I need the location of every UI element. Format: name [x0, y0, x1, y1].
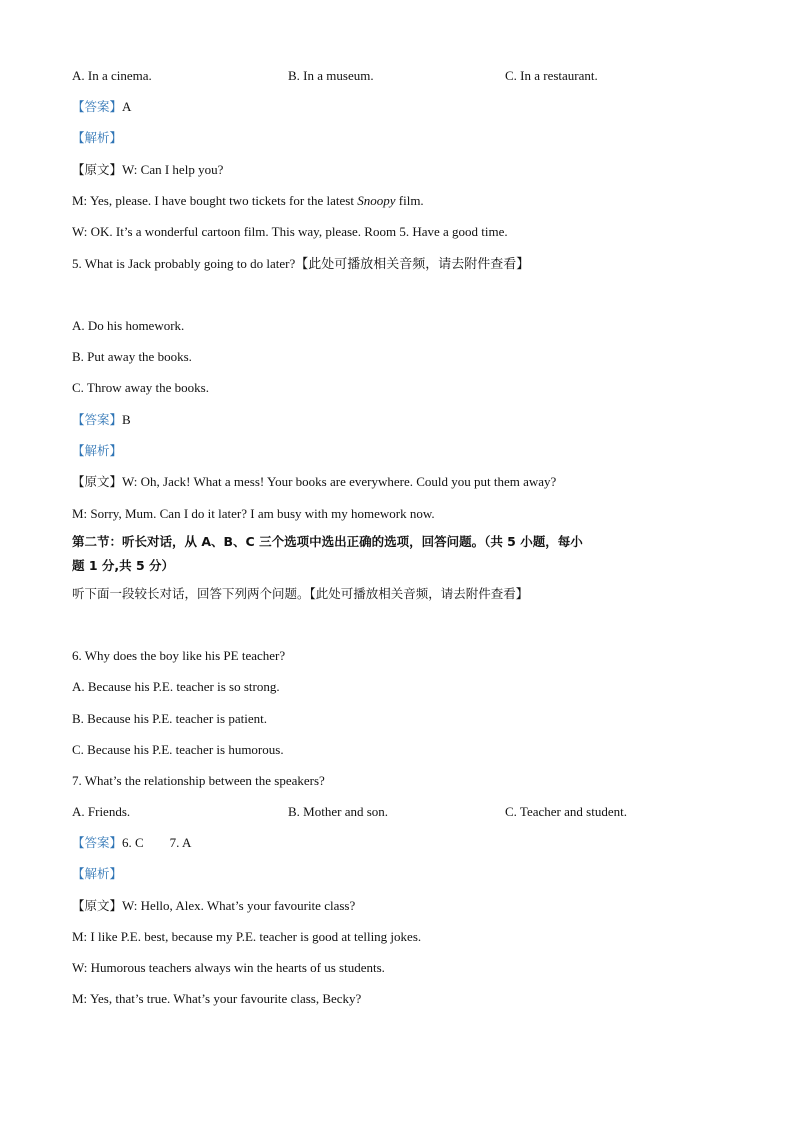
q5-question: 5. What is Jack probably going to do later?【此处可播放相关音频，请去附件查看】 — [72, 256, 530, 271]
q5-script-line2: M: Sorry, Mum. Can I do it later? I am busy with my homework now. — [72, 506, 435, 521]
q5-option-a: A. Do his homework. — [72, 318, 185, 333]
answer-value: 6. C 7. A — [122, 835, 192, 850]
answer-value: B — [122, 412, 131, 427]
q4-script-line1: 【原文】W: Can I help you? — [72, 162, 224, 177]
q67-analysis — [72, 866, 122, 882]
q4-option-b: B. In a museum. — [288, 68, 374, 83]
analysis-tag: 【解析】 — [72, 130, 123, 145]
q5-script-line1: 【原文】W: Oh, Jack! What a mess! Your books are everywhere. Could you put them away? — [72, 474, 557, 489]
q5-analysis — [72, 443, 122, 459]
script-tag: 【原文】 — [72, 474, 123, 489]
film-title: Snoopy — [357, 193, 396, 208]
q67-script-line3: W: Humorous teachers always win the hearts of us students. — [72, 960, 385, 975]
section2-heading-line1: 第二节：听长对话，从 A、B、C 三个选项中选出正确的选项，回答问题。（共 5 小题，每小 — [72, 534, 583, 549]
q4-script-line2: M: Yes, please. I have bought two tickets for the latest Snoopy film. — [72, 193, 424, 208]
analysis-tag: 【解析】 — [72, 443, 123, 458]
q7-option-a: A. Friends. — [72, 804, 131, 819]
q67-script-line1: 【原文】W: Hello, Alex. What’s your favourite class? — [72, 898, 356, 913]
q4-script-line3: W: OK. It’s a wonderful cartoon film. This way, please. Room 5. Have a good time. — [72, 224, 508, 239]
section2-heading-line2: 题 1 分,共 5 分） — [72, 558, 175, 573]
q67-answer — [72, 835, 191, 851]
answer-tag: 【答案】 — [72, 99, 123, 114]
analysis-tag: 【解析】 — [72, 866, 123, 881]
q67-script-line4: M: Yes, that’s true. What’s your favourite class, Becky? — [72, 991, 362, 1006]
script-tag: 【原文】 — [72, 898, 123, 913]
q4-analysis — [72, 130, 122, 146]
script-tag: 【原文】 — [72, 162, 123, 177]
answer-tag: 【答案】 — [72, 412, 123, 427]
q4-option-a: A. In a cinema. — [72, 68, 152, 83]
q5-option-b: B. Put away the books. — [72, 349, 192, 364]
q7-question: 7. What’s the relationship between the speakers? — [72, 773, 325, 788]
q5-option-c: C. Throw away the books. — [72, 380, 209, 395]
q4-answer — [72, 99, 131, 115]
q5-answer — [72, 412, 131, 428]
q7-option-b: B. Mother and son. — [288, 804, 389, 819]
q4-option-c: C. In a restaurant. — [505, 68, 598, 83]
q67-script-line2: M: I like P.E. best, because my P.E. teacher is good at telling jokes. — [72, 929, 422, 944]
q6-option-b: B. Because his P.E. teacher is patient. — [72, 711, 267, 726]
answer-tag: 【答案】 — [72, 835, 123, 850]
q6-option-c: C. Because his P.E. teacher is humorous. — [72, 742, 284, 757]
q6-option-a: A. Because his P.E. teacher is so strong. — [72, 679, 280, 694]
q7-option-c: C. Teacher and student. — [505, 804, 627, 819]
answer-value: A — [122, 99, 132, 114]
q6-question: 6. Why does the boy like his PE teacher? — [72, 648, 286, 663]
section2-instruction: 听下面一段较长对话，回答下列两个问题。【此处可播放相关音频，请去附件查看】 — [72, 586, 529, 601]
